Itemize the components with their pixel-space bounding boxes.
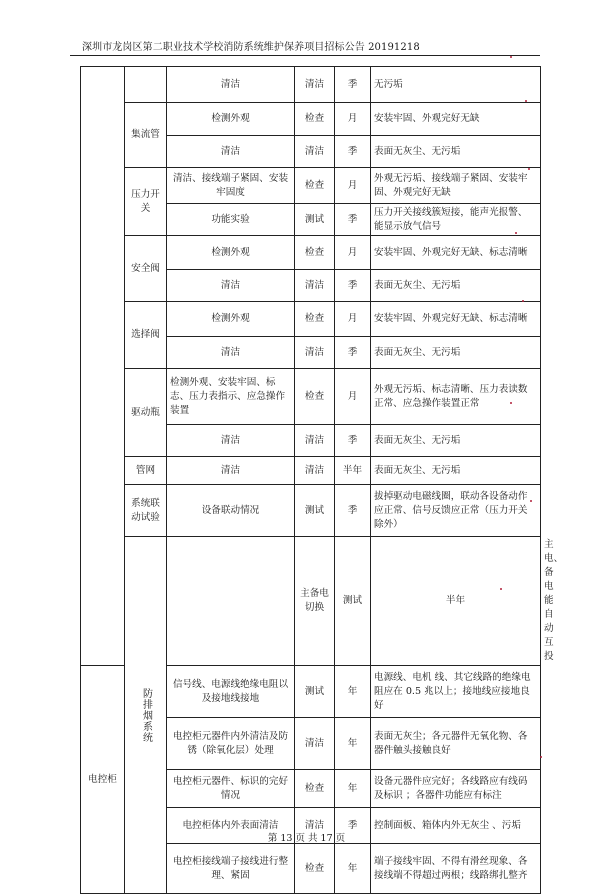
standard-cell: 表面无灰尘、无污垢 [371,270,541,302]
method-cell: 检查 [295,369,335,425]
header-rule [70,55,540,56]
cycle-cell: 年 [335,666,371,718]
standard-cell: 表面无灰尘、无污垢 [371,425,541,457]
method-cell: 检查 [295,770,335,808]
cycle-cell: 月 [335,103,371,136]
task-cell: 检测外观、安装牢固、标志、压力表指示、应急操作装置 [167,369,295,425]
standard-cell: 控制面板、箱体内外无灰尘 、污垢 [371,808,541,844]
page-number: 第 13 页 共 17 页 [267,833,346,844]
scan-mark [500,588,502,590]
standard-cell: 安装牢固、外观完好无缺、标志清晰 [371,302,541,337]
method-cell: 清洁 [295,67,335,103]
cycle-cell: 季 [335,485,371,537]
method-cell: 清洁 [295,270,335,302]
standard-cell: 拔掉驱动电磁线圈，联动各设备动作应正常、信号反馈应正常（压力开关除外） [371,485,541,537]
task-cell: 清洁 [167,136,295,168]
standard-cell: 安装牢固、外观完好无缺、标志清晰 [371,236,541,270]
method-cell: 清洁 [295,457,335,485]
cycle-cell: 年 [335,844,371,894]
table-row [81,485,541,537]
scan-mark [528,168,530,170]
method-cell: 测试 [295,666,335,718]
document-header: 深圳市龙岗区第二职业技术学校消防系统维护保养项目招标公告 20191218 [82,42,420,53]
cycle-cell: 季 [335,136,371,168]
cycle-cell: 季 [335,808,371,844]
maintenance-table [80,66,564,894]
method-cell: 检查 [295,168,335,204]
task-cell: 清洁 [167,425,295,457]
cycle-cell: 季 [335,425,371,457]
system-cell [81,67,125,666]
standard-cell: 压力开关接线簇短接，能声光报警、能显示放气信号 [371,204,541,236]
device-cell: 安全阀 [125,236,167,302]
task-cell: 清洁 [167,457,295,485]
task-cell: 检测外观 [167,236,295,270]
method-cell: 清洁 [295,718,335,770]
cycle-cell: 季 [335,204,371,236]
standard-cell: 表面无灰尘、无污垢 [371,337,541,369]
method-cell: 检查 [295,103,335,136]
device-cell: 系统联动试验 [125,485,167,537]
table-row [81,168,541,204]
task-cell: 电控柜元器件内外清洁及防锈（除氧化层）处理 [167,718,295,770]
table-row [81,67,541,103]
device-cell [167,537,295,666]
standard-cell: 表面无灰尘、无污垢 [371,136,541,168]
device-cell: 压力开关 [125,168,167,236]
method-cell: 测试 [335,537,371,666]
cycle-cell: 季 [335,337,371,369]
scan-mark [510,402,512,404]
scan-mark [522,300,524,302]
task-cell: 检测外观 [167,302,295,337]
device-cell: 集流管 [125,103,167,168]
scan-mark [525,100,527,102]
table-row [81,103,541,136]
method-cell: 检查 [295,236,335,270]
scan-mark [515,232,517,234]
cycle-cell: 月 [335,369,371,425]
task-cell: 功能实验 [167,204,295,236]
standard-cell: 表面无灰尘、无污垢 [371,457,541,485]
standard-cell: 端子接线牢固、不得有滑丝现象、各接线端不得超过两根；线路绑扎整齐 [371,844,541,894]
task-cell: 电控柜元器件、标识的完好情况 [167,770,295,808]
cycle-cell: 季 [335,270,371,302]
method-cell: 清洁 [295,337,335,369]
cycle-cell: 年 [335,718,371,770]
device-cell: 管网 [125,457,167,485]
scan-mark [540,756,542,758]
system-cell: 防排烟系统 [125,537,167,894]
cycle-cell: 月 [335,168,371,204]
standard-cell: 安装牢固、外观完好无缺 [371,103,541,136]
table-row [81,369,541,425]
task-cell: 清洁 [167,337,295,369]
method-cell: 清洁 [295,808,335,844]
method-cell: 测试 [295,204,335,236]
task-cell: 清洁 [167,270,295,302]
method-cell: 清洁 [295,136,335,168]
standard-cell: 电源线、电机 线、其它线路的绝缘电阻应在 0.5 兆以上；接地线应接地良好 [371,666,541,718]
table-row: 防排烟系统 主备电切换 测试 半年 主电、备电能自动 互投 [81,537,541,666]
standard-cell: 设备元器件应完好；各线路应有线码及标识 ；各器件功能应有标注 [371,770,541,808]
cycle-cell: 半年 [335,457,371,485]
scan-mark [530,500,532,502]
standard-cell: 外观无污垢、接线端子紧固、安装牢固、外观完好无缺 [371,168,541,204]
task-cell: 信号线、电源线绝缘电阻以及接地线接地 [167,666,295,718]
device-cell: 驱动瓶 [125,369,167,457]
cycle-cell: 月 [335,302,371,337]
table-row [81,457,541,485]
cycle-cell: 月 [335,236,371,270]
table-row [81,236,541,270]
device-cell: 选择阀 [125,302,167,369]
method-cell: 检查 [295,844,335,894]
task-cell: 电控柜体内外表面清洁 [167,808,295,844]
method-cell: 检查 [295,302,335,337]
task-cell: 电控柜接线端子接线进行整理、紧固 [167,844,295,894]
task-cell: 清洁 [167,67,295,103]
scan-mark [510,56,512,58]
task-cell: 主备电切换 [295,537,335,666]
task-cell: 清洁、接线端子紧固、安装牢固度 [167,168,295,204]
method-cell: 清洁 [295,425,335,457]
device-cell: 电控柜 [81,666,125,894]
method-cell: 测试 [295,485,335,537]
task-cell: 检测外观 [167,103,295,136]
standard-cell: 表面无灰尘；各元器件无氧化物、各器件触头接触良好 [371,718,541,770]
cycle-cell: 半年 [371,537,541,666]
cycle-cell: 年 [335,770,371,808]
task-cell: 设备联动情况 [167,485,295,537]
table-row [81,302,541,337]
device-cell [125,67,167,103]
standard-cell: 外观无污垢、标志清晰、压力表读数正常、应急操作装置正常 [371,369,541,425]
cycle-cell: 季 [335,67,371,103]
standard-cell: 无污垢 [371,67,541,103]
